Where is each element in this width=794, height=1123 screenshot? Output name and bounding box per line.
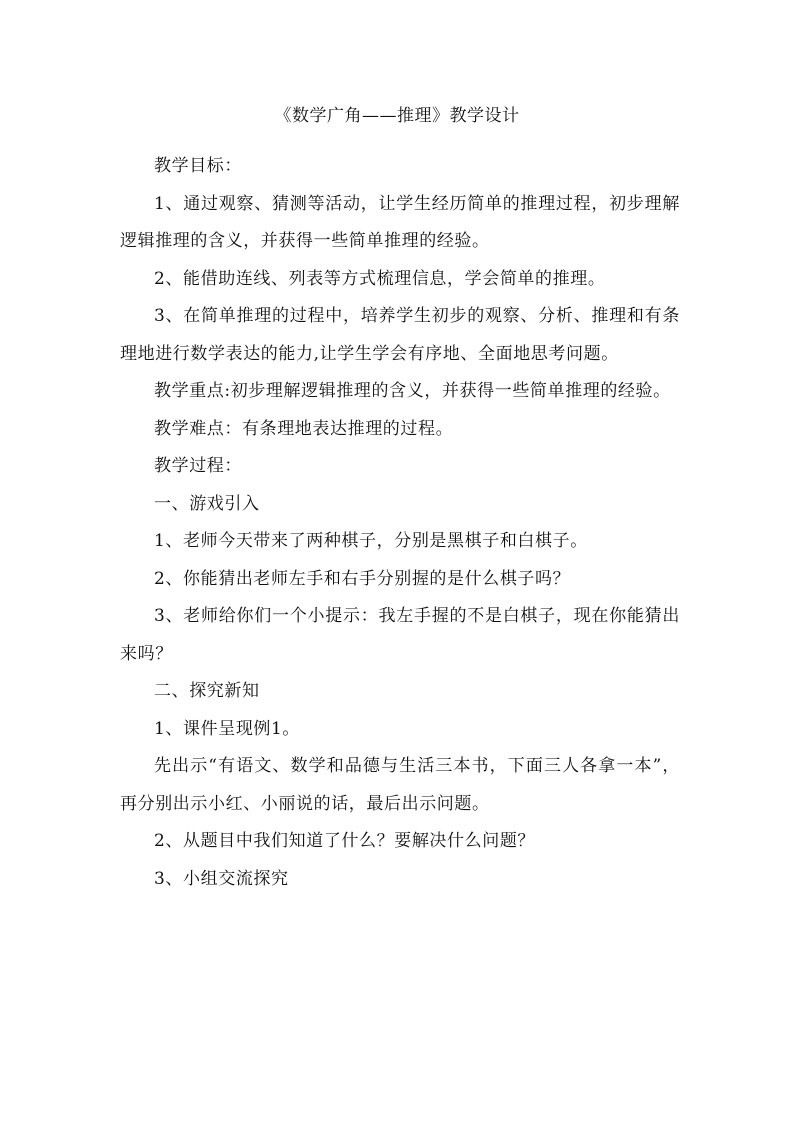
teaching-key-points: 教学重点:初步理解逻辑推理的含义，并获得一些简单推理的经验。 <box>154 381 671 401</box>
goal-item-2: 2、能借助连线、列表等方式梳理信息，学会简单的推理。 <box>154 268 606 289</box>
explore-description: 先出示“有语文、数学和品德与生活三本书，下面三人各拿一本”，再分别出示小红、小丽说的话，最后出示问题。 <box>120 756 680 814</box>
subsection-game-intro: 一、游戏引入 <box>154 493 260 514</box>
goal-item-3: 3、在简单推理的过程中，培养学生初步的观察、分析、推理和有条理地进行数学表达的能力,让学生学会有序地、全面地思考问题。 <box>120 306 680 364</box>
explore-step-1: 1、课件呈现例1。 <box>154 718 301 739</box>
document-title: 《数学广角——推理》教学设计 <box>274 106 520 126</box>
teaching-difficulties: 教学难点：有条理地表达推理的过程。 <box>154 418 454 439</box>
process-step-3: 3、老师给你们一个小提示：我左手握的不是白棋子，现在你能猜出来吗？ <box>120 606 680 664</box>
process-step-2: 2、你能猜出老师左手和右手分别握的是什么棋子吗？ <box>154 568 571 589</box>
document-body <box>120 148 680 898</box>
goal-item-1: 1、通过观察、猜测等活动，让学生经历简单的推理过程，初步理解逻辑推理的含义，并获得一些简单推理的经验。 <box>120 193 680 251</box>
subsection-explore-new: 二、探究新知 <box>154 681 260 701</box>
section-heading-teaching-process: 教学过程： <box>154 456 242 476</box>
explore-step-2: 2、从题目中我们知道了什么？要解决什么问题？ <box>154 831 536 851</box>
section-heading-teaching-goals: 教学目标： <box>154 156 242 176</box>
explore-step-3: 3、小组交流探究 <box>154 868 289 889</box>
process-step-1: 1、老师今天带来了两种棋子，分别是黑棋子和白棋子。 <box>154 531 588 551</box>
